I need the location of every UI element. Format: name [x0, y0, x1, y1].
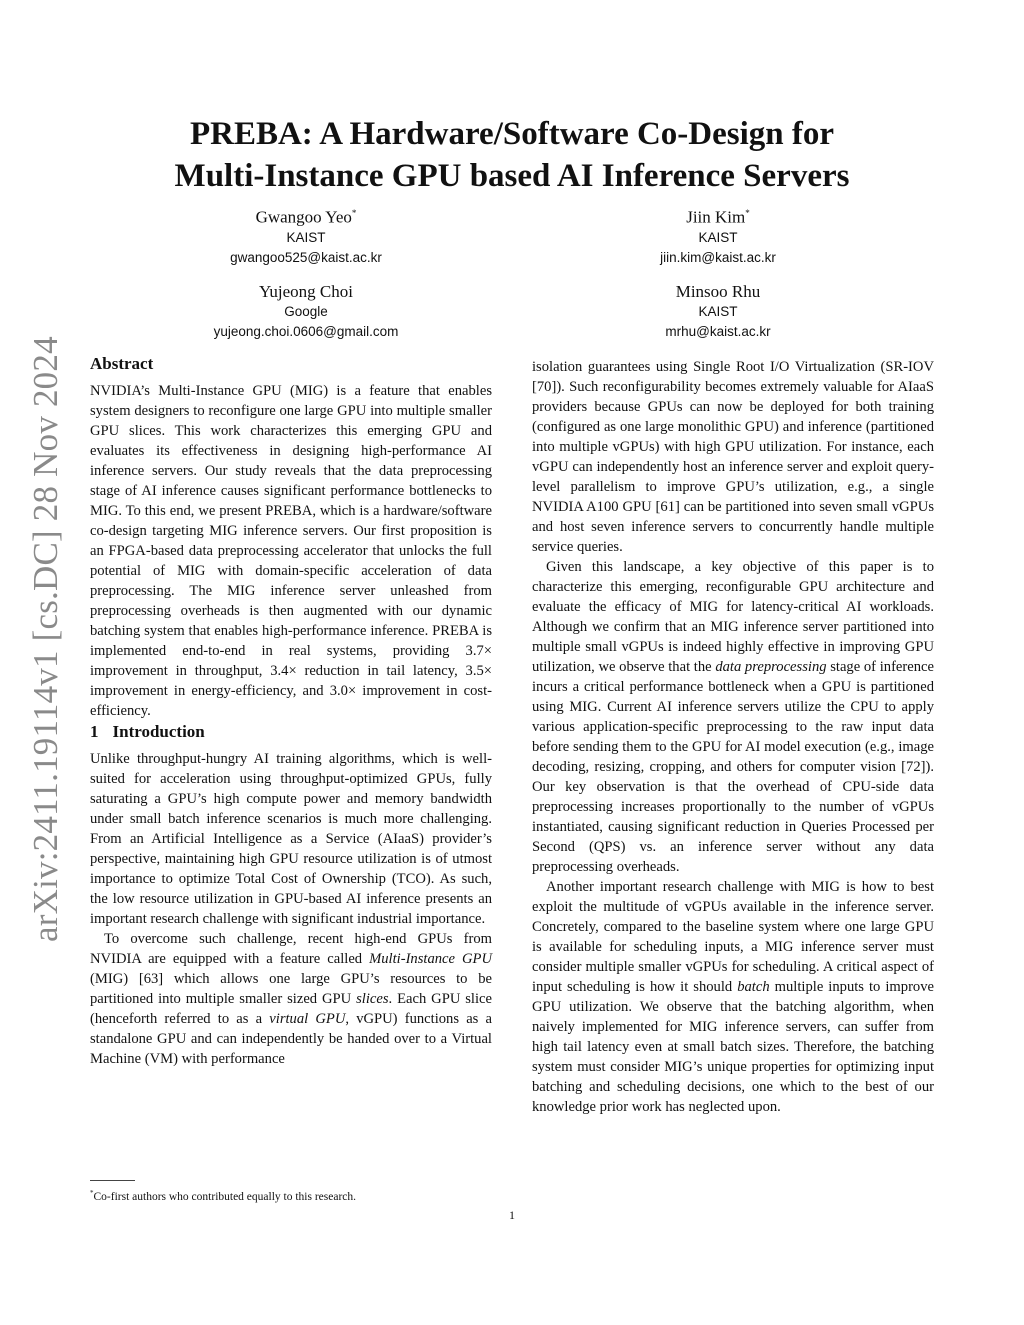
abstract-heading: Abstract: [90, 354, 154, 373]
intro-paragraph-1: Unlike throughput-hungry AI training algorithms, which is well-suited for acceleration using throughput-optimized GPUs, fully saturating a GPU’s high compute power and memory bandwidth under small batch inference scenarios is much more challenging. From an Artificial Intelligence as a Service (AIaaS) provider’s perspective, maintaining high GPU resource utilization is of utmost importance to optimize Total Cost of Ownership (TCO). As such, the low resource utilization in GPU-based AI inference presents an important research challenge with significant industrial importance.: [90, 751, 492, 927]
title-line-1: PREBA: A Hardware/Software Co-Design for: [189, 116, 835, 152]
author-name: Gwangoo Yeo: [255, 207, 352, 227]
emphasis: slices: [356, 991, 389, 1007]
author-name: Jiin Kim: [686, 207, 746, 227]
author-affiliation: KAIST: [698, 229, 738, 245]
text-run: stage of inference incurs a critical performance bottleneck when a GPU is partitioned using MIG. Current AI inference servers utilize the CPU to apply various application-specific preprocessing to the raw input data before sending them to the GPU for AI model execution (e.g., image decoding, resizing, cropping, and others for computer vision [72]). Our key observation is that the overhead of CPU-side data preprocessing increases proportionally to the number of vGPUs instantiated, causing significant reduction in Queries Processed per Second (QPS) vs. an inference server without any data preprocessing overheads.: [532, 659, 934, 875]
author-mark: *: [351, 208, 357, 218]
author-affiliation: KAIST: [698, 304, 738, 319]
text-run: To overcome such challenge, recent high-end GPUs from NVIDIA are equipped with a feature called: [90, 931, 492, 967]
emphasis: batch: [737, 979, 770, 995]
emphasis: virtual GPU: [269, 1011, 346, 1027]
author-email[interactable]: jiin.kim@kaist.ac.kr: [660, 249, 776, 265]
abstract-text: NVIDIA’s Multi-Instance GPU (MIG) is a feature that enables system designers to reconfigure one large GPU into multiple smaller GPU slices. This work characterizes this emerging GPU and evaluates its effectiveness in designing high-performance AI inference servers. Our study reveals that the data preprocessing stage of AI inference causes significant performance bottlenecks to MIG. To this end, we present PREBA, which is a hardware/software co-design targeting MIG inference servers. Our first proposition is an FPGA-based data preprocessing accelerator that unlocks the full potential of MIG with domain-specific acceleration of data preprocessing. The MIG inference server unleashed from preprocessing overheads is then augmented with our dynamic batching system that enables high-performance inference. PREBA is implemented end-to-end in real systems, providing 3.7× improvement in throughput, 3.4× reduction in tail latency, 3.5× improvement in energy-efficiency, and 3.0× improvement in cost-efficiency.: [90, 383, 492, 719]
text-run: . Each GPU slice (henceforth referred to as a: [90, 991, 492, 1027]
author-email[interactable]: gwangoo525@kaist.ac.kr: [230, 249, 382, 265]
author-block: [90, 203, 934, 343]
text-run: (MIG) [63] which allows one large GPU’s resources to be partitioned into multiple smaller sized GPU: [90, 971, 492, 1007]
text-run: , vGPU) functions as a standalone GPU and can independently be handed over to a Virtual Machine (VM) with performance: [90, 1011, 493, 1067]
page-number: 1: [509, 1208, 515, 1222]
left-column: [90, 353, 492, 1069]
author-1: [156, 203, 456, 268]
intro-paragraph-2: [90, 929, 492, 1069]
author-email[interactable]: mrhu@kaist.ac.kr: [665, 324, 771, 339]
author-4: [568, 281, 868, 342]
section-number: 1: [90, 722, 99, 741]
author-mark: *: [745, 208, 750, 218]
text-run: multiple inputs to improve GPU utilization. We observe that the batching algorithm, when naively implemented for MIG inference servers, can suffer from high tail latency even at small batch sizes. Therefore, the batching system must consider MIG’s unique properties for optimizing input batching and scheduling decisions, one which to the best of our knowledge prior work has neglected upon.: [532, 979, 934, 1115]
author-name: Minsoo Rhu: [675, 282, 761, 301]
author-email[interactable]: yujeong.choi.0606@gmail.com: [213, 324, 399, 339]
author-affiliation: KAIST: [286, 229, 326, 245]
footnote: [90, 1186, 510, 1204]
footnote-rule: [90, 1180, 135, 1181]
author-name: Yujeong Choi: [259, 282, 353, 301]
footnote-text: Co-first authors who contributed equally to this research.: [93, 1190, 357, 1203]
right-paragraph-3: [532, 877, 934, 1117]
section-title: Introduction: [112, 722, 205, 741]
paper-title: [90, 113, 934, 197]
author-3: [156, 281, 456, 342]
right-column: [532, 357, 934, 1117]
emphasis: Multi-Instance GPU: [369, 951, 492, 967]
author-affiliation: Google: [284, 304, 328, 319]
arxiv-stamp: arXiv:2411.19114v1 [cs.DC] 28 Nov 2024: [26, 336, 65, 942]
title-line-2: Multi-Instance GPU based AI Inference Servers: [174, 158, 850, 194]
footnote-mark: *: [90, 1189, 94, 1197]
right-paragraph-1: isolation guarantees using Single Root I/O Virtualization (SR-IOV [70]). Such reconfigurability becomes extremely valuable for AIaaS providers because GPUs can now be deployed for both training (configured as one large monolithic GPU) and inference (partitioned into multiple vGPUs) with high GPU utilization. For instance, each vGPU can independently host an inference server and exploit query-level parallelism to improve GPU’s utilization, e.g., a single NVIDIA A100 GPU [61] can be partitioned into seven small vGPUs and host seven inference servers to concurrently handle multiple service queries.: [532, 359, 934, 555]
author-2: [568, 203, 868, 268]
emphasis: data preprocessing: [715, 659, 827, 675]
text-run: Given this landscape, a key objective of this paper is to characterize this emerging, reconfigurable GPU architecture and evaluate the efficacy of MIG for latency-critical AI workloads. Although we confirm that an MIG inference server partitioned into multiple small vGPUs is indeed highly effective in improving GPU utilization, we observe that the: [532, 559, 934, 675]
text-run: Another important research challenge with MIG is how to best exploit the multitude of vGPUs available in the inference server. Concretely, compared to the baseline system where one large GPU is available for scheduling inputs, a MIG inference server must consider multiple smaller vGPUs for scheduling. A critical aspect of input scheduling is how it should: [532, 879, 934, 995]
right-paragraph-2: [532, 557, 934, 877]
intro-heading: [90, 721, 492, 743]
